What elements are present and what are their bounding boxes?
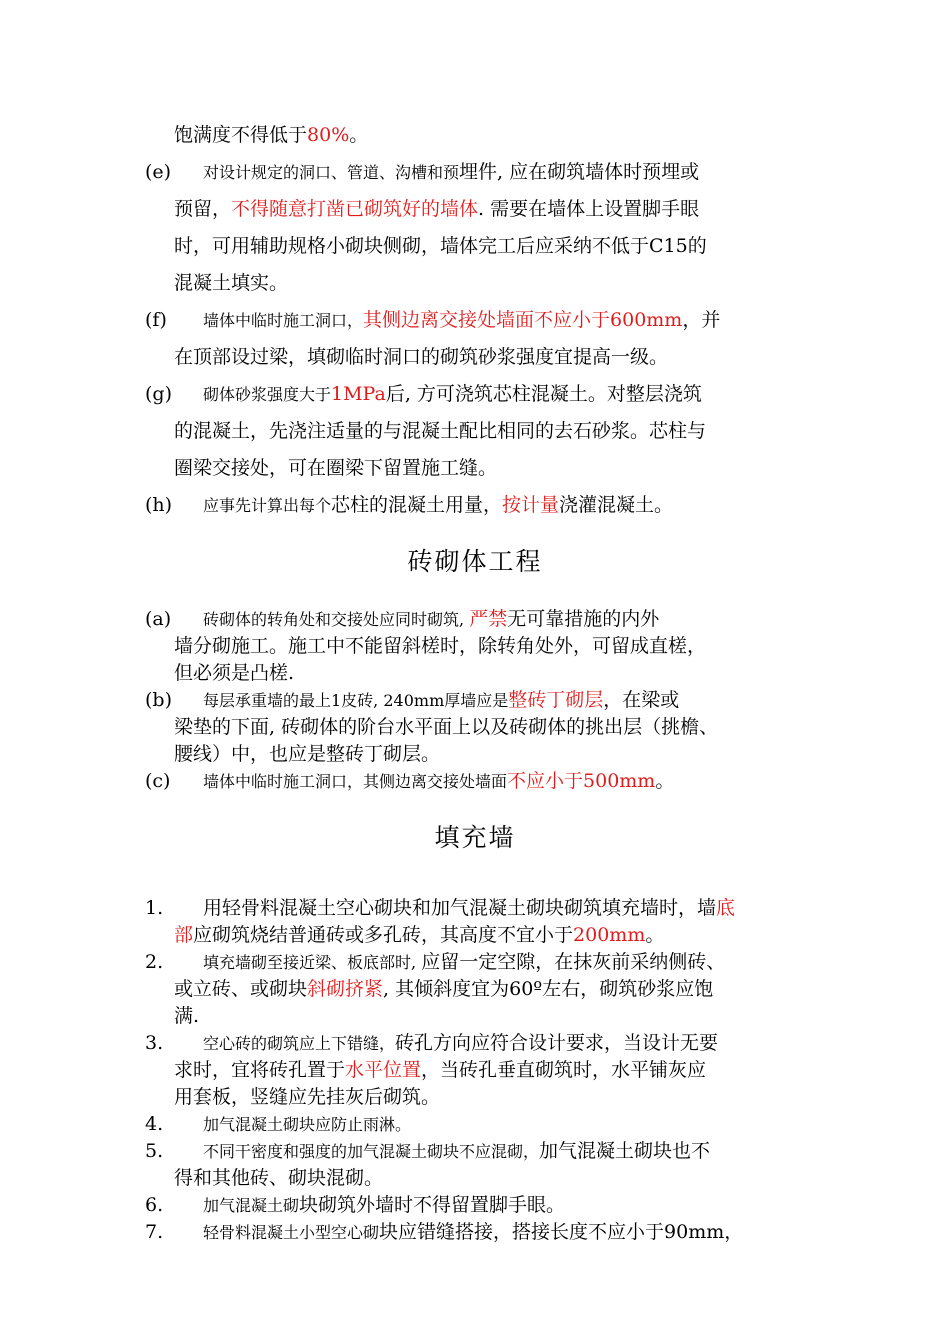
body-text: 预留， xyxy=(174,198,232,220)
highlight-text: 按计量 xyxy=(502,494,560,516)
body-text: 加气混凝土砌块应防止雨淋。 xyxy=(203,1115,412,1134)
body-text: 块应错缝搭接，搭接长度不应小于90mm， xyxy=(379,1221,744,1243)
highlight-text: 底 xyxy=(716,897,736,919)
body-text: 后, 方可浇筑芯柱混凝土。对整层浇筑 xyxy=(385,383,702,405)
item-marker: (b) xyxy=(145,689,172,711)
body-text: 时，可用辅助规格小砌块侧砌，墙体完工后应采纳不低于C15的 xyxy=(174,235,707,257)
infill-wall-list xyxy=(145,895,815,1246)
body-text: ，当砖孔垂直砌筑时，水平铺灰应 xyxy=(421,1059,707,1081)
highlight-text: 不得随意打凿已砌筑好的墙体 xyxy=(231,198,479,220)
body-text: 砌体砂浆强度大于 xyxy=(203,385,332,404)
body-text: 。 xyxy=(349,124,369,146)
body-text: . 需要在墙体上设置脚手眼 xyxy=(478,198,700,220)
body-text: 。 xyxy=(645,924,665,946)
text-line xyxy=(145,1057,815,1084)
highlight-text: 200mm xyxy=(573,924,646,946)
highlight-text: 其侧边离交接处墙面不应小于600mm xyxy=(363,309,683,331)
body-text: 应砌筑烧结普通砖或多孔砖，其高度不宜小于 xyxy=(193,924,574,946)
body-text: 芯柱的混凝土用量， xyxy=(331,494,503,516)
list-item xyxy=(145,1138,815,1192)
text-line xyxy=(145,376,815,413)
body-text: 墙分砌施工。施工中不能留斜槎时，除转角处外，可留成直槎， xyxy=(174,635,707,657)
text-line xyxy=(145,1219,815,1246)
body-text: ，在梁或 xyxy=(603,689,680,711)
text-line xyxy=(145,922,815,949)
list-item xyxy=(145,117,815,154)
body-text: 圈梁交接处，可在圈梁下留置施工缝。 xyxy=(174,457,498,479)
body-text: 无可靠措施的内外 xyxy=(507,608,660,630)
body-text: 埋件, 应在砌筑墙体时预埋或 xyxy=(459,161,700,183)
highlight-text: 不应小于500mm xyxy=(507,770,656,792)
section-heading-brick-masonry: 砖砌体工程 xyxy=(407,547,543,576)
list-item xyxy=(145,302,815,376)
text-line xyxy=(145,339,815,376)
body-text: 梁垫的下面, 砖砌体的阶台水平面上以及砖砌体的挑出层（挑檐、 xyxy=(174,716,719,738)
brick-masonry-list xyxy=(145,606,815,795)
body-text: 饱满度不得低于 xyxy=(174,124,308,146)
list-item xyxy=(145,895,815,949)
body-text: 砖孔方向应符合设计要求，当设计无要 xyxy=(395,1032,719,1054)
item-marker: 3. xyxy=(145,1032,164,1054)
body-text: 应留一定空隙，在抹灰前采纳侧砖、 xyxy=(421,951,726,973)
highlight-text: 部 xyxy=(174,924,194,946)
body-text: ，并 xyxy=(682,309,721,331)
item-marker: (h) xyxy=(145,494,173,516)
body-text: 得和其他砖、砌块混砌。 xyxy=(174,1167,384,1189)
list-item xyxy=(145,154,815,302)
item-marker: 6. xyxy=(145,1194,164,1216)
list-item xyxy=(145,687,815,768)
body-text: 每层承重墙的最上1皮砖, 240mm厚墙应是 xyxy=(203,691,509,710)
body-text: 应事先计算出每个 xyxy=(203,496,332,515)
text-line xyxy=(145,154,815,191)
text-line xyxy=(145,1111,815,1138)
list-item xyxy=(145,1219,815,1246)
text-line xyxy=(145,768,815,795)
highlight-text: 严禁 xyxy=(469,608,508,630)
text-line xyxy=(145,660,815,687)
body-text: 用套板，竖缝应先挂灰后砌筑。 xyxy=(174,1086,441,1108)
item-marker: (e) xyxy=(145,161,172,183)
item-marker: 4. xyxy=(145,1113,164,1135)
item-marker: (c) xyxy=(145,770,171,792)
text-line xyxy=(145,302,815,339)
text-line xyxy=(145,1165,815,1192)
item-marker: (f) xyxy=(145,309,167,331)
body-text: 填充墙砌至接近梁、板底部时, xyxy=(203,953,422,972)
body-text: 浇灌混凝土。 xyxy=(559,494,674,516)
text-line xyxy=(145,1138,815,1165)
body-text: 腰线）中，也应是整砖丁砌层。 xyxy=(174,743,441,765)
body-text: 的混凝土，先浇注适量的与混凝土配比相同的去石砂浆。芯柱与 xyxy=(174,420,707,442)
body-text: 满. xyxy=(174,1005,200,1027)
text-line xyxy=(145,117,815,154)
item-marker: 1. xyxy=(145,897,164,919)
body-text: 求时，宜将砖孔置于 xyxy=(174,1059,346,1081)
text-line xyxy=(145,976,815,1003)
masonry-requirements-list xyxy=(145,117,815,524)
list-item xyxy=(145,768,815,795)
item-marker: 5. xyxy=(145,1140,164,1162)
text-line xyxy=(145,265,815,302)
text-line xyxy=(145,1030,815,1057)
item-marker: 2. xyxy=(145,951,164,973)
text-line xyxy=(145,1192,815,1219)
list-item xyxy=(145,1030,815,1111)
body-text: 或立砖、或砌块 xyxy=(174,978,308,1000)
body-text: 但必须是凸槎. xyxy=(174,662,295,684)
list-item xyxy=(145,376,815,487)
text-line xyxy=(145,1003,815,1030)
text-line xyxy=(145,413,815,450)
section-heading-infill-wall: 填充墙 xyxy=(434,823,516,852)
highlight-text: 斜砌挤紧 xyxy=(307,978,384,1000)
body-text: 不同干密度和强度的加气混凝土砌块不应混砌， xyxy=(203,1142,540,1161)
text-line xyxy=(145,606,815,633)
highlight-text: 1MPa xyxy=(331,383,386,405)
body-text: 砖砌体的转角处和交接处应同时砌筑, xyxy=(203,610,470,629)
item-marker: 7. xyxy=(145,1221,164,1243)
text-line xyxy=(145,450,815,487)
list-item xyxy=(145,949,815,1030)
body-text: 加气混凝土砌 xyxy=(203,1196,300,1215)
text-line xyxy=(145,949,815,976)
list-item xyxy=(145,1111,815,1138)
highlight-text: 80% xyxy=(307,124,350,146)
body-text: 空心砖的砌筑应上下错缝， xyxy=(203,1034,396,1053)
body-text: 对设计规定的洞口、管道、沟槽和预 xyxy=(203,163,460,182)
body-text: 在顶部设过梁，填砌临时洞口的砌筑砂浆强度宜提高一级。 xyxy=(174,346,669,368)
body-text: 墙体中临时施工洞口，其侧边离交接处墙面 xyxy=(203,772,508,791)
text-line xyxy=(145,633,815,660)
text-line xyxy=(145,687,815,714)
body-text: 。 xyxy=(655,770,675,792)
text-line xyxy=(145,741,815,768)
text-line xyxy=(145,714,815,741)
list-item xyxy=(145,606,815,687)
text-line xyxy=(145,487,815,524)
list-item xyxy=(145,487,815,524)
item-marker: (g) xyxy=(145,383,172,405)
body-text: , 其倾斜度宜为60º左右，砌筑砂浆应饱 xyxy=(383,978,714,1000)
text-line xyxy=(145,191,815,228)
body-text: 用轻骨料混凝土空心砌块和加气混凝土砌块砌筑填充墙时，墙 xyxy=(203,897,717,919)
text-line xyxy=(145,895,815,922)
item-marker: (a) xyxy=(145,608,172,630)
highlight-text: 整砖丁砌层 xyxy=(508,689,604,711)
body-text: 墙体中临时施工洞口， xyxy=(203,311,364,330)
body-text: 混凝土填实。 xyxy=(174,272,289,294)
list-item xyxy=(145,1192,815,1219)
text-line xyxy=(145,228,815,265)
body-text: 块砌筑外墙时不得留置脚手眼。 xyxy=(299,1194,566,1216)
body-text: 加气混凝土砌块也不 xyxy=(539,1140,711,1162)
body-text: 轻骨料混凝土小型空心砌 xyxy=(203,1223,380,1242)
highlight-text: 水平位置 xyxy=(345,1059,422,1081)
text-line xyxy=(145,1084,815,1111)
